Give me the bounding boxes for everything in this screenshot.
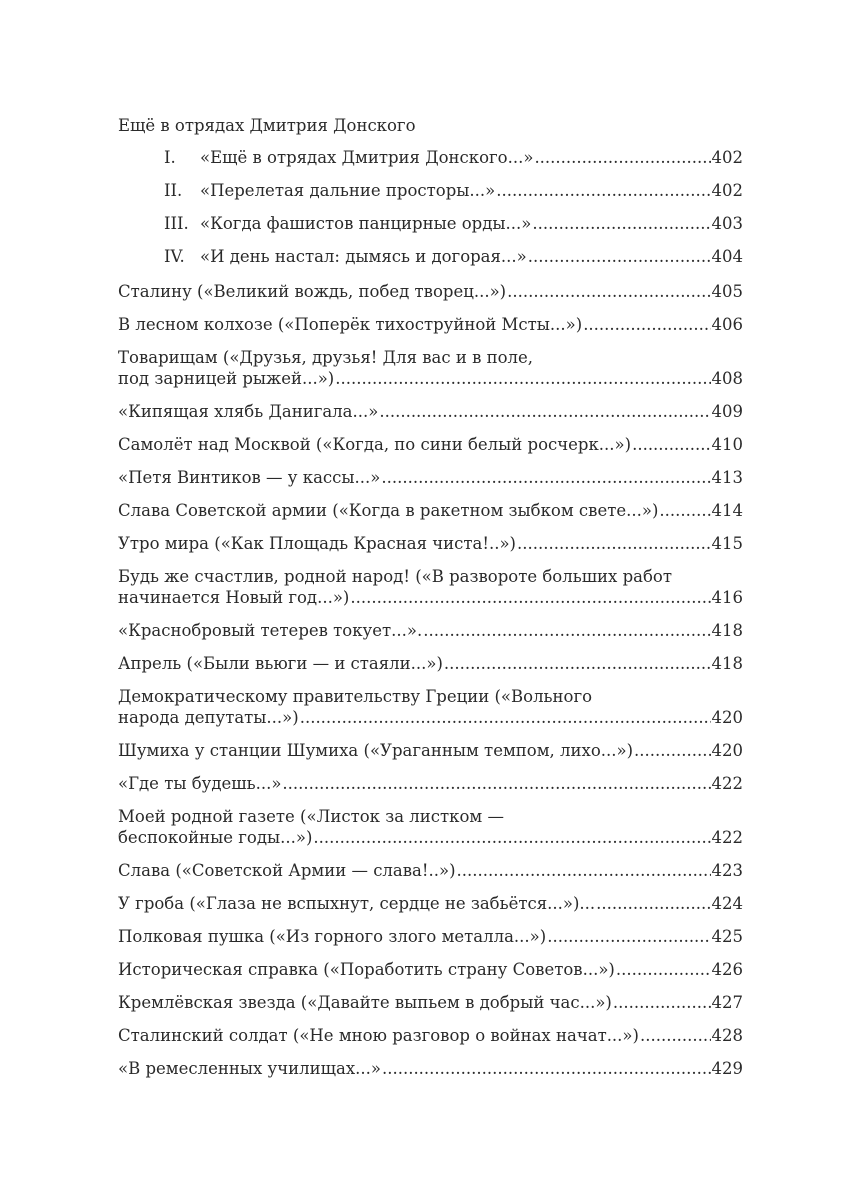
toc-entry-title: В лесном колхозе («Поперёк тихоструйной Мсты...») [118,315,583,334]
toc-page-number: 402 [711,181,743,200]
toc-entry-title: «В ремесленных училищах...» [118,1059,381,1078]
toc-page-number: 428 [711,1026,743,1045]
toc-entry-title: Полковая пушка («Из горного злого металла...») [118,927,547,946]
dot-leader [350,587,710,608]
toc-entry[interactable] [118,773,743,794]
toc-entry-title-line1: Моей родной газете («Листок за листком — [118,807,504,826]
toc-subitems [118,147,743,267]
toc-entry-title: «Петя Винтиков — у кассы...» [118,468,381,487]
dot-leader [596,893,710,914]
toc-entry-title: под зарницей рыжей...») [118,369,335,388]
toc-entry-title: Историческая справка («Поработить страну Советов...») [118,960,615,979]
toc-entry-title: У гроба («Глаза не вспыхнут, сердце не забьётся...»)... [118,894,596,913]
roman-numeral: IV. [164,247,185,266]
toc-page-number: 422 [711,774,743,793]
toc-page-number: 418 [711,654,743,673]
toc-entry[interactable] [118,434,743,455]
toc-page-number: 420 [711,708,743,727]
toc-entry-title: народа депутаты...») [118,708,299,727]
toc-page-number: 410 [711,435,743,454]
dot-leader [613,992,711,1013]
toc-entry-title: «Краснобровый тетерев токует...». [118,621,423,640]
toc-entry-title: начинается Новый год...») [118,588,350,607]
dot-leader [313,827,710,848]
dot-leader [496,180,710,201]
toc-entry[interactable] [118,467,743,488]
toc-page-number: 408 [711,369,743,388]
dot-leader [583,314,710,335]
toc-entry-title: Кремлёвская звезда («Давайте выпьем в добрый час...») [118,993,612,1012]
toc-entry[interactable] [118,314,743,335]
roman-numeral: II. [164,181,183,200]
dot-leader [507,281,710,302]
toc-entry[interactable] [118,566,743,608]
toc-subitem[interactable] [118,246,743,267]
dot-leader [517,533,711,554]
toc-page-number: 416 [711,588,743,607]
dot-leader [634,740,710,761]
toc-page-number: 429 [711,1059,743,1078]
toc-page-number: 420 [711,741,743,760]
dot-leader [632,434,710,455]
toc-entry-title: Шумиха у станции Шумиха («Ураганным темпом, лихо...») [118,741,634,760]
dot-leader [616,959,711,980]
toc-entry[interactable] [118,347,743,389]
toc-entry[interactable] [118,959,743,980]
toc-entry[interactable] [118,1025,743,1046]
toc-entry[interactable] [118,653,743,674]
toc-section-heading: Ещё в отрядах Дмитрия Донского [118,116,416,135]
toc-subitem-title: «Перелетая дальние просторы...» [200,181,496,200]
toc-entries [118,281,743,1079]
toc-entry-title: Слава Советской армии («Когда в ракетном зыбком свете...») [118,501,659,520]
toc-page-number: 423 [711,861,743,880]
dot-leader [659,500,710,521]
dot-leader [300,707,711,728]
toc-page-number: 418 [711,621,743,640]
toc-page-number: 422 [711,828,743,847]
toc-entry[interactable] [118,533,743,554]
toc-subitem[interactable] [118,180,743,201]
toc-subitem[interactable] [118,147,743,168]
toc-page-number: 409 [711,402,743,421]
toc-entry[interactable] [118,281,743,302]
toc-page [118,113,743,1079]
toc-entry-title-line1: Будь же счастлив, родной народ! («В развороте больших работ [118,567,672,586]
toc-page-number: 425 [711,927,743,946]
toc-entry-title-line1: Демократическому правительству Греции («Вольного [118,687,593,706]
dot-leader [532,213,710,234]
toc-page-number: 415 [711,534,743,553]
toc-entry-title: беспокойные годы...») [118,828,313,847]
roman-numeral: III. [164,214,189,233]
toc-entry[interactable] [118,620,743,641]
toc-subitem-title: «И день настал: дымясь и догорая...» [200,247,527,266]
toc-entry[interactable] [118,1058,743,1079]
dot-leader [335,368,710,389]
toc-page-number: 414 [711,501,743,520]
dot-leader [534,147,710,168]
toc-entry[interactable] [118,860,743,881]
toc-entry[interactable] [118,401,743,422]
dot-leader [382,1058,711,1079]
toc-entry-title: «Где ты будешь...» [118,774,282,793]
toc-entry-title: Самолёт над Москвой («Когда, по сини белый росчерк...») [118,435,632,454]
toc-page-number: 427 [711,993,743,1012]
toc-entry-title: Апрель («Были вьюги — и стаяли...») [118,654,443,673]
dot-leader [444,653,711,674]
toc-entry[interactable] [118,740,743,761]
toc-page-number: 406 [711,315,743,334]
toc-entry-title: Слава («Советской Армии — слава!..») [118,861,456,880]
toc-entry-title: Сталину («Великий вождь, побед творец...») [118,282,507,301]
toc-entry-title: «Кипящая хлябь Данигала...» [118,402,379,421]
toc-page-number: 403 [711,214,743,233]
dot-leader [528,246,711,267]
toc-entry-title: Сталинский солдат («Не мною разговор о войнах начат...») [118,1026,639,1045]
toc-subitem-title: «Когда фашистов панцирные орды...» [200,214,532,233]
toc-entry[interactable] [118,926,743,947]
toc-entry[interactable] [118,686,743,728]
toc-page-number: 404 [711,247,743,266]
toc-page-number: 413 [711,468,743,487]
toc-entry[interactable] [118,500,743,521]
toc-page-number: 426 [711,960,743,979]
toc-page-number: 424 [711,894,743,913]
toc-subitem[interactable] [118,213,743,234]
dot-leader [423,620,710,641]
dot-leader [379,401,710,422]
roman-numeral: I. [164,148,176,167]
toc-entry[interactable] [118,893,743,914]
toc-entry[interactable] [118,992,743,1013]
dot-leader [381,467,710,488]
toc-page-number: 402 [711,148,743,167]
toc-entry[interactable] [118,806,743,848]
dot-leader [282,773,710,794]
toc-entry-title-line1: Товарищам («Друзья, друзья! Для вас и в поле, [118,348,534,367]
toc-page-number: 405 [711,282,743,301]
toc-entry-title: Утро мира («Как Площадь Красная чиста!..») [118,534,516,553]
toc-subitem-title: «Ещё в отрядах Дмитрия Донского...» [200,148,534,167]
dot-leader [547,926,710,947]
dot-leader [640,1025,711,1046]
dot-leader [457,860,711,881]
